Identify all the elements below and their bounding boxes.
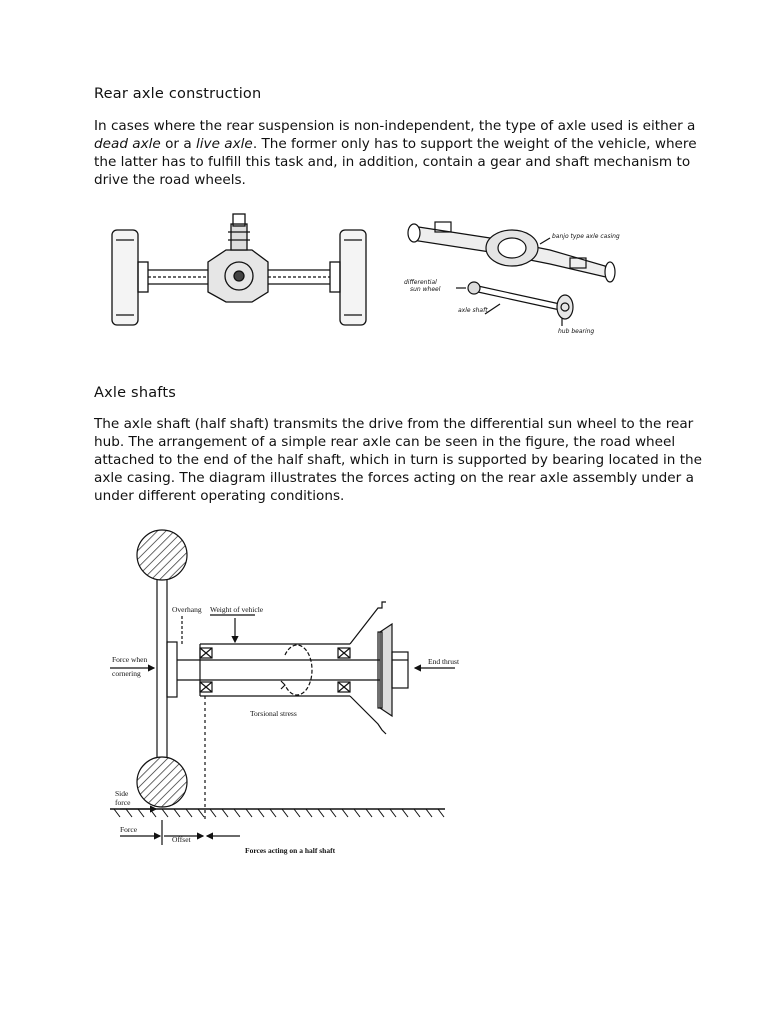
label-side: Side bbox=[115, 789, 129, 798]
paragraph-text: In cases where the rear suspension is non-independent, the type of axle used is either a bbox=[94, 118, 696, 134]
label-torsional-stress: Torsional stress bbox=[250, 709, 297, 718]
section-heading-rear-axle: Rear axle construction bbox=[94, 86, 262, 102]
label-sun-wheel: sun wheel bbox=[410, 286, 441, 293]
label-force-when: Force when bbox=[112, 655, 148, 664]
paragraph-axle-shafts: The axle shaft (half shaft) transmits the drive from the differential sun wheel to the rear hub. The arrangement of a simple rear axle can be seen in the figure, the road wheel attached to the end of the half shaft, which in turn is supported by bearing located in the axle casing. The diagram illustrates the forces acting on the rear axle assembly under a under different operating conditions. bbox=[94, 416, 703, 504]
label-force-bottom: Force bbox=[120, 825, 138, 834]
term-dead-axle: dead axle bbox=[94, 136, 161, 152]
half-shaft-forces-figure bbox=[100, 520, 460, 860]
paragraph-rear-axle bbox=[94, 117, 704, 189]
label-differential: differential bbox=[404, 279, 437, 286]
label-axle-shaft: axle shaft bbox=[458, 307, 488, 314]
label-overhang: Overhang bbox=[172, 605, 202, 614]
figure-caption: Forces acting on a half shaft bbox=[245, 846, 336, 855]
label-banjo-casing: banjo type axle casing bbox=[552, 233, 620, 240]
label-weight-of-vehicle: Weight of vehicle bbox=[210, 605, 264, 614]
paragraph-text: . The former only has to support the weight of the vehicle, where the latter has to fulfill this task and, in addition, contain a gear and shaft mechanism to drive the road wheels. bbox=[94, 136, 697, 188]
label-force: force bbox=[115, 798, 131, 807]
label-cornering: cornering bbox=[112, 669, 141, 678]
label-end-thrust: End thrust bbox=[428, 657, 460, 666]
section-heading-axle-shafts: Axle shafts bbox=[94, 385, 176, 401]
term-live-axle: live axle bbox=[196, 136, 253, 152]
label-hub-bearing: hub bearing bbox=[558, 328, 595, 335]
label-offset: Offset bbox=[172, 835, 191, 844]
rear-axle-plan-figure bbox=[108, 210, 370, 335]
banjo-casing-figure bbox=[400, 208, 680, 338]
paragraph-text: or a bbox=[160, 136, 196, 152]
